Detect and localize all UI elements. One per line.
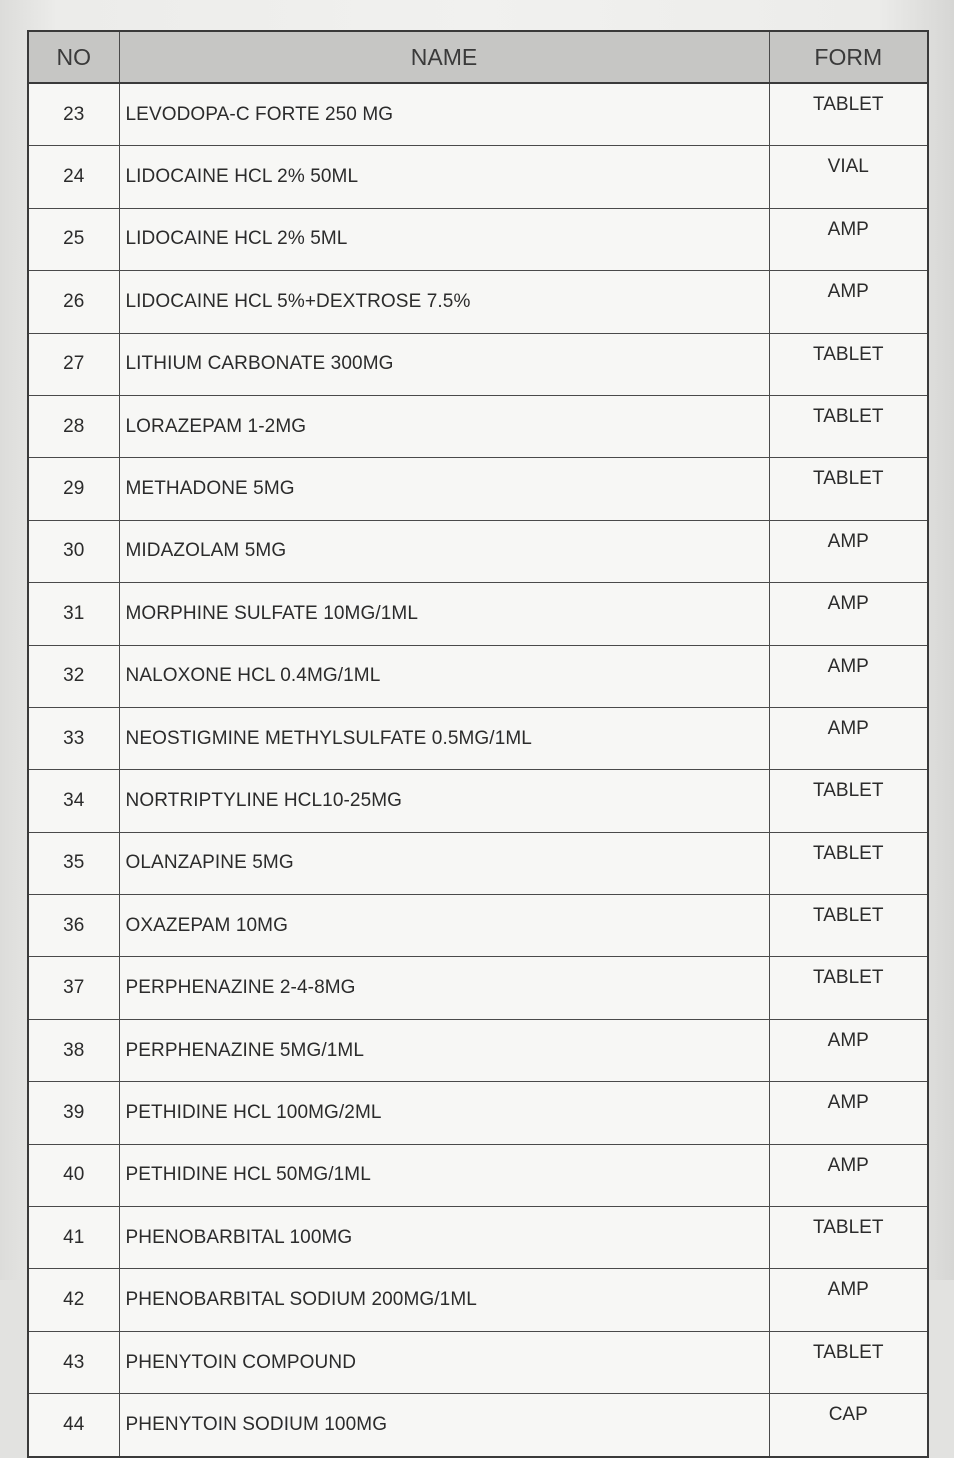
row-number: 36 xyxy=(29,895,119,957)
drug-name: PERPHENAZINE 2-4-8MG xyxy=(119,957,769,1019)
dosage-form: TABLET xyxy=(769,770,927,832)
table-row xyxy=(29,271,927,333)
drug-name: LEVODOPA-C FORTE 250 MG xyxy=(119,83,769,146)
table-row xyxy=(29,1144,927,1206)
column-header-no: NO xyxy=(29,32,119,83)
drug-name: PETHIDINE HCL 100MG/2ML xyxy=(119,1082,769,1144)
table-row xyxy=(29,1207,927,1269)
dosage-form: AMP xyxy=(769,707,927,769)
drug-name: METHADONE 5MG xyxy=(119,458,769,520)
dosage-form: TABLET xyxy=(769,333,927,395)
table-row xyxy=(29,1269,927,1331)
row-number: 31 xyxy=(29,583,119,645)
table-row xyxy=(29,770,927,832)
dosage-form: TABLET xyxy=(769,957,927,1019)
row-number: 30 xyxy=(29,520,119,582)
header-row xyxy=(29,32,927,83)
table-body xyxy=(29,83,927,1456)
dosage-form: TABLET xyxy=(769,1207,927,1269)
dosage-form: TABLET xyxy=(769,895,927,957)
table-row xyxy=(29,520,927,582)
row-number: 33 xyxy=(29,707,119,769)
drug-name: LIDOCAINE HCL 5%+DEXTROSE 7.5% xyxy=(119,271,769,333)
dosage-form: CAP xyxy=(828,1404,868,1426)
drug-name: LIDOCAINE HCL 2% 5ML xyxy=(119,208,769,270)
dosage-form: AMP xyxy=(769,271,927,333)
column-header-name: NAME xyxy=(119,32,769,83)
drug-name: PETHIDINE HCL 50MG/1ML xyxy=(119,1144,769,1206)
drug-list-table xyxy=(29,32,927,1456)
row-number: 38 xyxy=(29,1019,119,1081)
row-number: 43 xyxy=(29,1331,119,1393)
table-row xyxy=(29,395,927,457)
row-number: 41 xyxy=(29,1207,119,1269)
dosage-form: TABLET xyxy=(769,1331,927,1393)
drug-name: MORPHINE SULFATE 10MG/1ML xyxy=(119,583,769,645)
dosage-form: AMP xyxy=(769,645,927,707)
drug-list-table-container xyxy=(27,30,929,1458)
row-number: 35 xyxy=(29,832,119,894)
drug-name: NALOXONE HCL 0.4MG/1ML xyxy=(119,645,769,707)
row-number: 23 xyxy=(29,83,119,146)
row-number: 39 xyxy=(29,1082,119,1144)
table-row xyxy=(29,707,927,769)
row-number: 29 xyxy=(29,458,119,520)
table-row xyxy=(29,1019,927,1081)
drug-name: NORTRIPTYLINE HCL10-25MG xyxy=(119,770,769,832)
drug-name: PHENOBARBITAL SODIUM 200MG/1ML xyxy=(119,1269,769,1331)
dosage-form: TABLET xyxy=(769,458,927,520)
row-number: 27 xyxy=(29,333,119,395)
drug-name: PHENYTOIN COMPOUND xyxy=(119,1331,769,1393)
drug-name: OXAZEPAM 10MG xyxy=(119,895,769,957)
row-number: 24 xyxy=(29,146,119,208)
drug-name: LITHIUM CARBONATE 300MG xyxy=(119,333,769,395)
drug-name: PHENYTOIN SODIUM 100MG xyxy=(119,1394,769,1456)
table-row xyxy=(29,1082,927,1144)
drug-name: PHENOBARBITAL 100MG xyxy=(119,1207,769,1269)
dosage-form: AMP xyxy=(769,520,927,582)
table-row xyxy=(29,645,927,707)
dosage-form: AMP xyxy=(769,583,927,645)
dosage-form: VIAL xyxy=(769,146,927,208)
table-row xyxy=(29,895,927,957)
table-row xyxy=(29,458,927,520)
dosage-form: TABLET xyxy=(769,395,927,457)
row-number: 42 xyxy=(29,1269,119,1331)
row-number: 28 xyxy=(29,395,119,457)
drug-name: LORAZEPAM 1-2MG xyxy=(119,395,769,457)
table-header xyxy=(29,32,927,83)
row-number: 26 xyxy=(29,271,119,333)
table-row xyxy=(29,583,927,645)
row-number: 44 xyxy=(29,1394,119,1456)
dosage-form: AMP xyxy=(769,1269,927,1331)
dosage-form: TABLET xyxy=(769,83,927,146)
dosage-form: AMP xyxy=(769,1082,927,1144)
table-row xyxy=(29,1394,927,1456)
row-number: 32 xyxy=(29,645,119,707)
row-number: 37 xyxy=(29,957,119,1019)
table-row xyxy=(29,208,927,270)
dosage-form: AMP xyxy=(769,1144,927,1206)
drug-name: MIDAZOLAM 5MG xyxy=(119,520,769,582)
drug-name: LIDOCAINE HCL 2% 50ML xyxy=(119,146,769,208)
table-row xyxy=(29,1331,927,1393)
drug-name: NEOSTIGMINE METHYLSULFATE 0.5MG/1ML xyxy=(119,707,769,769)
dosage-form: AMP xyxy=(769,208,927,270)
row-number: 34 xyxy=(29,770,119,832)
dosage-form: AMP xyxy=(769,1019,927,1081)
drug-name: OLANZAPINE 5MG xyxy=(119,832,769,894)
table-row xyxy=(29,83,927,146)
drug-name: PERPHENAZINE 5MG/1ML xyxy=(119,1019,769,1081)
table-row xyxy=(29,832,927,894)
table-row xyxy=(29,957,927,1019)
column-header-form: FORM xyxy=(769,32,927,83)
dosage-form: TABLET xyxy=(769,832,927,894)
row-number: 40 xyxy=(29,1144,119,1206)
row-number: 25 xyxy=(29,208,119,270)
table-row xyxy=(29,333,927,395)
table-row xyxy=(29,146,927,208)
